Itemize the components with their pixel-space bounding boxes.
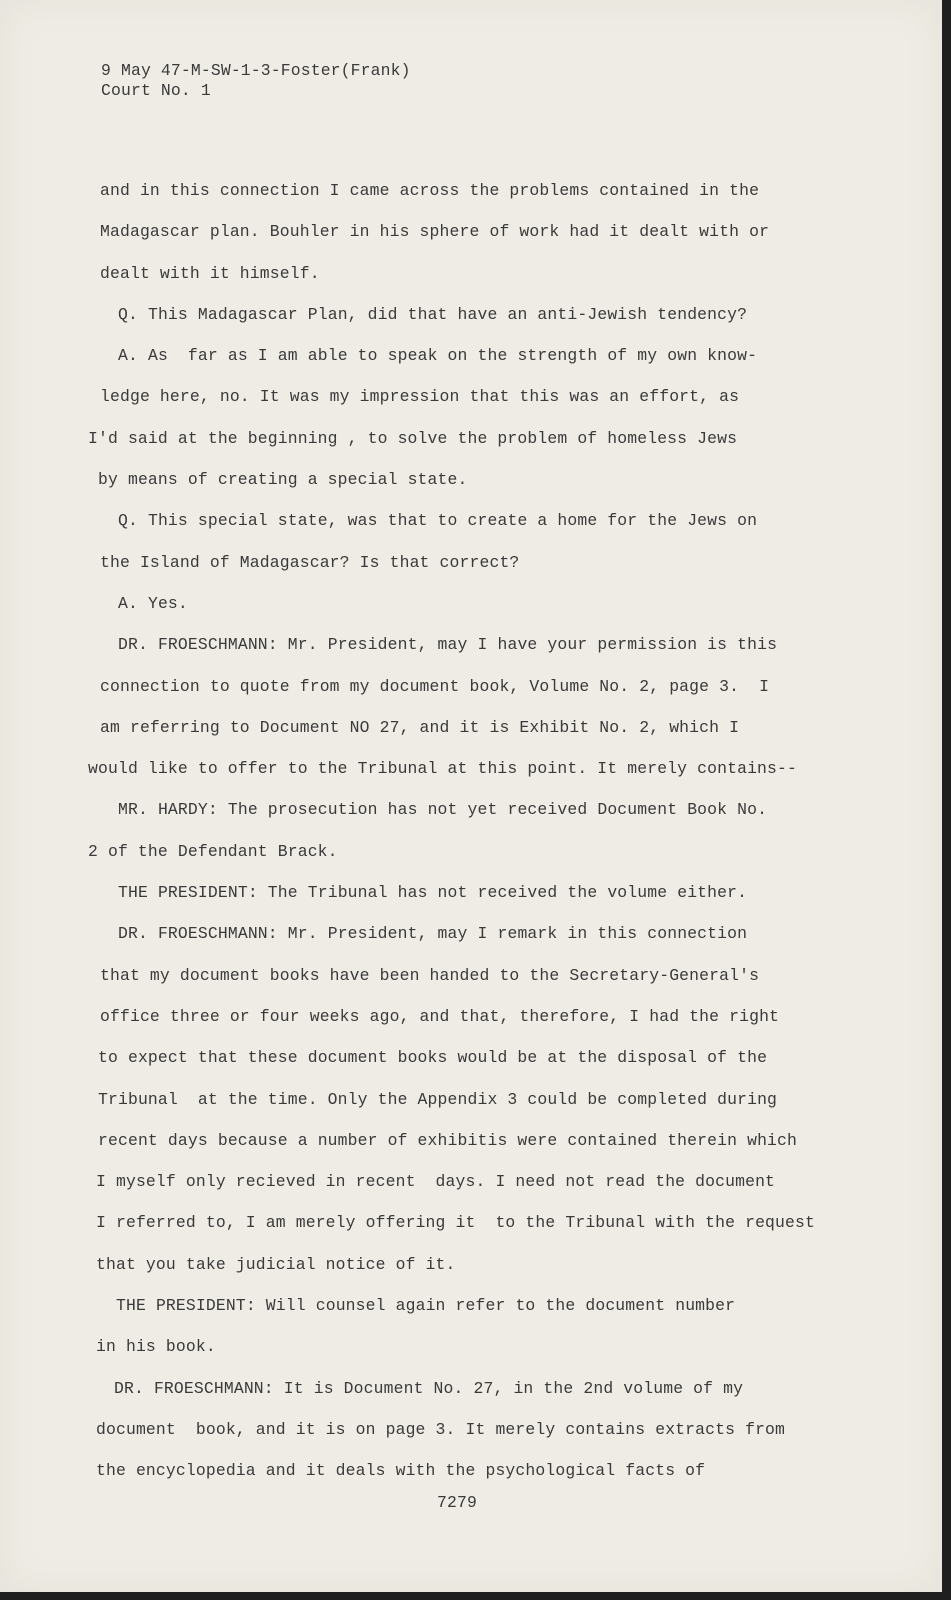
transcript-line: A. Yes. — [118, 593, 188, 613]
scan-edge-bottom — [0, 1592, 951, 1600]
transcript-line: Q. This special state, was that to create a home for the Jews on — [118, 511, 758, 531]
transcript-line: MR. HARDY: The prosecution has not yet received Document Book No. — [118, 800, 768, 820]
transcript-line: document book, and it is on page 3. It merely contains extracts from — [96, 1419, 786, 1439]
transcript-line: ledge here, no. It was my impression that this was an effort, as — [100, 387, 740, 407]
transcript-line: by means of creating a special state. — [98, 470, 468, 490]
transcript-line: DR. FROESCHMANN: Mr. President, may I remark in this connection — [118, 924, 748, 944]
transcript-line: Madagascar plan. Bouhler in his sphere of work had it dealt with or — [100, 222, 770, 242]
transcript-line: THE PRESIDENT: The Tribunal has not received the volume either. — [118, 883, 748, 903]
transcript-line: the encyclopedia and it deals with the psychological facts of — [96, 1461, 706, 1481]
transcript-line: DR. FROESCHMANN: Mr. President, may I have your permission is this — [118, 635, 778, 655]
scan-edge-right — [942, 0, 951, 1600]
transcript-line: DR. FROESCHMANN: It is Document No. 27, in the 2nd volume of my — [114, 1378, 744, 1398]
transcript-line: Q. This Madagascar Plan, did that have an anti-Jewish tendency? — [118, 304, 748, 324]
header-court: Court No. 1 — [101, 81, 211, 100]
page-number: 7279 — [437, 1493, 477, 1512]
transcript-line: I'd said at the beginning , to solve the problem of homeless Jews — [88, 428, 738, 448]
transcript-line: that my document books have been handed to the Secretary-General's — [100, 965, 760, 985]
transcript-line: Tribunal at the time. Only the Appendix 3 could be completed during — [98, 1089, 778, 1109]
transcript-line: office three or four weeks ago, and that, therefore, I had the right — [100, 1006, 780, 1026]
transcript-line: A. As far as I am able to speak on the strength of my own know- — [118, 346, 758, 366]
transcript-line: dealt with it himself. — [100, 263, 320, 283]
transcript-line: would like to offer to the Tribunal at this point. It merely contains-- — [88, 759, 798, 779]
transcript-line: am referring to Document NO 27, and it is Exhibit No. 2, which I — [100, 717, 740, 737]
transcript-line: to expect that these document books would be at the disposal of the — [98, 1048, 768, 1068]
transcript-line: that you take judicial notice of it. — [96, 1254, 456, 1274]
transcript-line: I referred to, I am merely offering it to the Tribunal with the request — [96, 1213, 815, 1233]
transcript-line: THE PRESIDENT: Will counsel again refer to the document number — [116, 1296, 736, 1316]
transcript-line: 2 of the Defendant Brack. — [88, 841, 338, 861]
transcript-body — [88, 181, 938, 1503]
transcript-line: and in this connection I came across the problems contained in the — [100, 181, 760, 200]
transcript-line: in his book. — [96, 1337, 216, 1357]
header-reference: 9 May 47-M-SW-1-3-Foster(Frank) — [101, 61, 411, 80]
transcript-line: the Island of Madagascar? Is that correct? — [100, 552, 520, 572]
transcript-line: connection to quote from my document book, Volume No. 2, page 3. I — [100, 676, 770, 696]
transcript-line: recent days because a number of exhibitis were contained therein which — [98, 1130, 798, 1150]
transcript-line: I myself only recieved in recent days. I need not read the document — [96, 1172, 776, 1192]
